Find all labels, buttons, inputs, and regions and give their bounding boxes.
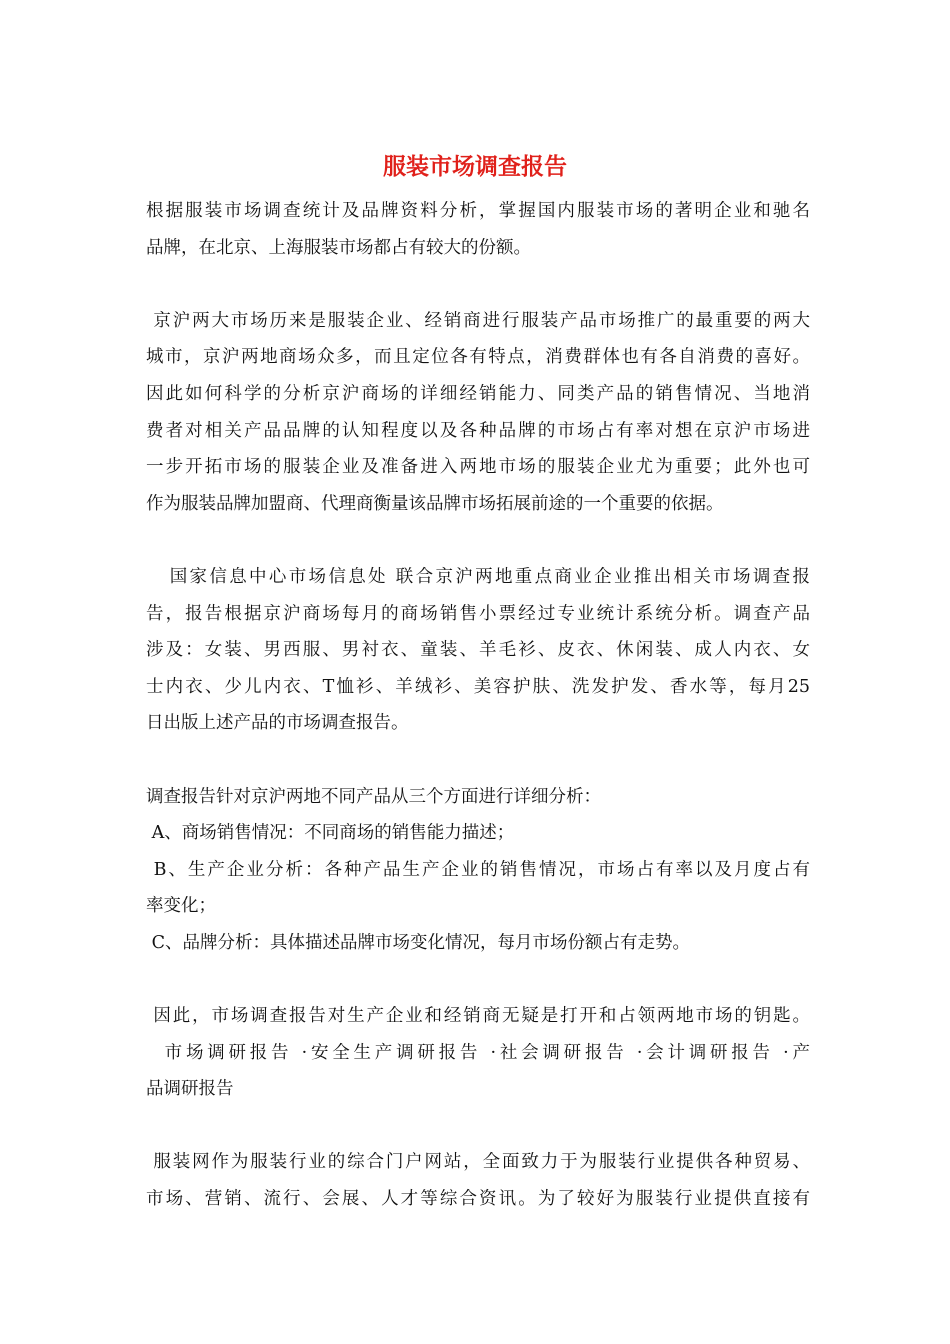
paragraph-line: 一步开拓市场的服装企业及准备进入两地市场的服装企业尤为重要；此外也可 bbox=[146, 457, 810, 478]
paragraph-line: 国家信息中心市场信息处 联合京沪两地重点商业企业推出相关市场调查报 bbox=[146, 566, 810, 587]
related-links-line: 品调研报告 bbox=[146, 1079, 234, 1100]
list-item-c: C、品牌分析：具体描述品牌市场变化情况，每月市场份额占有走势。 bbox=[146, 932, 690, 953]
paragraph-line: 根据服装市场调查统计及品牌资料分析，掌握国内服装市场的著明企业和驰名 bbox=[146, 201, 810, 221]
paragraph-line: 告，报告根据京沪商场每月的商场销售小票经过专业统计系统分析。调查产品 bbox=[146, 603, 810, 624]
paragraph-line: 市场、营销、流行、会展、人才等综合资讯。为了较好为服装行业提供直接有 bbox=[146, 1189, 810, 1210]
related-links-line: 市场调研报告 ·安全生产调研报告 ·社会调研报告 ·会计调研报告 ·产 bbox=[146, 1042, 810, 1063]
paragraph-spacer bbox=[146, 266, 810, 303]
paragraph-line: 调查报告针对京沪两地不同产品从三个方面进行详细分析： bbox=[146, 786, 601, 807]
paragraph-line: 因此，市场调查报告对生产企业和经销商无疑是打开和占领两地市场的钥匙。 bbox=[146, 1006, 810, 1027]
paragraph-line: 费者对相关产品品牌的认知程度以及各种品牌的市场占有率对想在京沪市场进 bbox=[146, 420, 810, 441]
document-body bbox=[146, 193, 810, 1218]
paragraph-spacer bbox=[146, 742, 810, 779]
paragraph-spacer bbox=[146, 1108, 810, 1145]
paragraph-line: 日出版上述产品的市场调查报告。 bbox=[146, 713, 409, 734]
paragraph-line: 因此如何科学的分析京沪商场的详细经销能力、同类产品的销售情况、当地消 bbox=[146, 383, 810, 404]
list-item-b-cont: 率变化； bbox=[146, 896, 216, 917]
document-title: 服装市场调查报告 bbox=[383, 153, 567, 180]
paragraph-spacer bbox=[146, 522, 810, 559]
list-item-b: B、生产企业分析：各种产品生产企业的销售情况，市场占有率以及月度占有 bbox=[146, 859, 810, 880]
paragraph-spacer bbox=[146, 961, 810, 998]
paragraph-line: 京沪两大市场历来是服装企业、经销商进行服装产品市场推广的最重要的两大 bbox=[146, 310, 810, 331]
paragraph-line: 士内衣、少儿内衣、T恤衫、羊绒衫、美容护肤、洗发护发、香水等，每月25 bbox=[146, 676, 810, 697]
paragraph-line: 城市，京沪两地商场众多，而且定位各有特点，消费群体也有各自消费的喜好。 bbox=[146, 347, 810, 368]
paragraph-line: 作为服装品牌加盟商、代理商衡量该品牌市场拓展前途的一个重要的依据。 bbox=[146, 493, 724, 514]
paragraph-line: 品牌，在北京、上海服装市场都占有较大的份额。 bbox=[146, 237, 531, 258]
paragraph-line: 服装网作为服装行业的综合门户网站，全面致力于为服装行业提供各种贸易、 bbox=[146, 1152, 810, 1173]
paragraph-line: 涉及：女装、男西服、男衬衣、童装、羊毛衫、皮衣、休闲装、成人内衣、女 bbox=[146, 640, 810, 661]
list-item-a: A、商场销售情况：不同商场的销售能力描述； bbox=[146, 823, 515, 844]
